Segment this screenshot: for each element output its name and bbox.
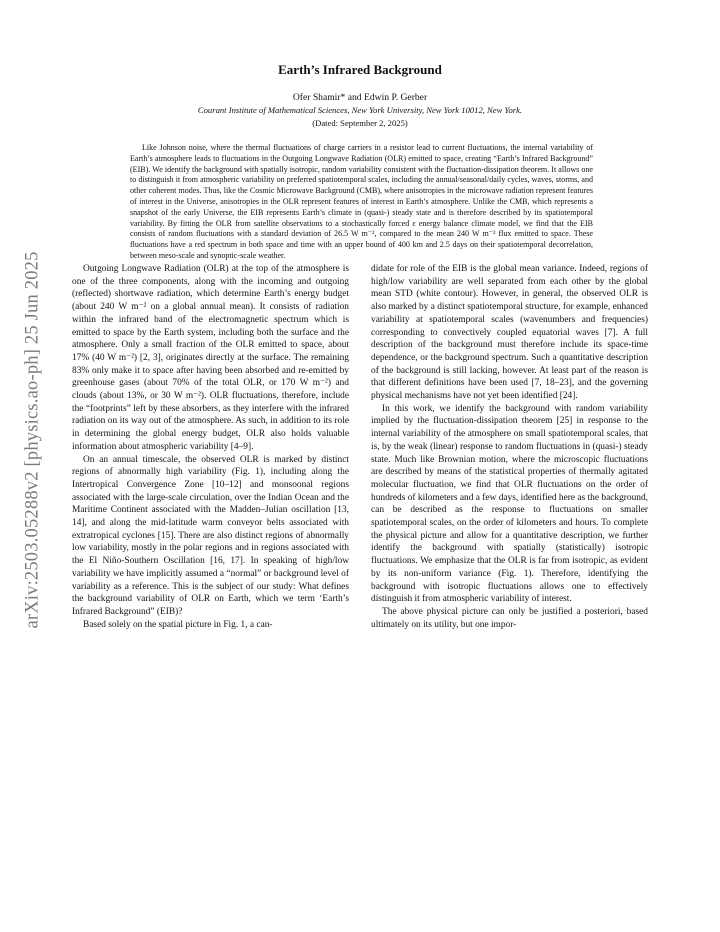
paper-abstract: Like Johnson noise, where the thermal fluctuations of charge carriers in a resistor lead to current fluctuations, the internal variability of Earth’s atmosphere leads to fluctuations in the Outgoing Longwave Radiation (OLR) emitted to space, creating “Earth’s Infrared Background” (EIB). We identify the background with spatially isotropic, random variability consistent with the fluctuation-dissipation theorem. It allows one to distinguish it from atmospheric variability on preferred spatiotemporal scales, including the annual/seasonal/daily cycles, waves, storms, and other coherent modes. Thus, like the Cosmic Microwave Background (CMB), where anisotropies in the microwave radiation represent features of interest in the Universe, anisotropies in the OLR represent features of interest in Earth’s atmosphere. Unlike the CMB, which represents a snapshot of the early Universe, the EIB represents Earth’s climate in (quasi-) steady state and is therefore described by its spatiotemporal variability. By fitting the OLR from satellite observations to a stochastically forced ε energy balance climate model, we find that the EIB consists of random fluctuations with a standard deviation of 26.5 W m⁻², compared to the mean 240 W m⁻² flux emitted to space. These fluctuations have a red spectrum in both space and time with an upper bound of 400 km and 2.5 days on their spatiotemporal decorrelation, between meso-scale and synoptic-scale weather.	[130, 143, 593, 260]
paper-date: (Dated: September 2, 2025)	[312, 118, 408, 128]
body-column-right	[371, 263, 648, 631]
body-paragraph: In this work, we identify the background with random variability implied by the fluctuation-dissipation theorem [25] in response to the internal variability of the atmosphere on small spatiotemporal scales, that is, by the weak (linear) response to random fluctuations in (quasi-) steady state. Much like Brownian motion, where the microscopic fluctuations are described by means of the statistical properties of thermally agitated molecular fluctuation, we find that OLR fluctuations on the order of hundreds of kilometers and a few days, identified here as the background, can be described as the response to fluctuations on smaller spatiotemporal scales, on the order of kilometers and hours. To complete the physical picture and allow for a quantitative description, we further identify the background with spatially (statistically) isotropic fluctuations. We emphasize that the OLR is far from isotropic, as evident by its non-uniform variance (Fig. 1). Therefore, identifying the background with isotropic fluctuations allows one to effectively distinguish it from atmospheric variability of interest.	[371, 403, 648, 605]
body-paragraph: On an annual timescale, the observed OLR is marked by distinct regions of abnormally high variability (Fig. 1), including along the Intertropical Convergence Zone [10–12] and monsoonal regions associated with the large-scale circulation, over the Indian Ocean and the Maritime Continent associated with the Madden–Julian oscillation [13, 14], and along the mid-latitude warm conveyor belts associated with extratropical cyclones [15]. There are also distinct regions of abnormally low variability, mostly in the polar regions and in regions associated with the El Niño-Southern Oscillation [16, 17]. In speaking of high/low variability we have implicitly assumed a “normal” or background level of variability as a reference. This is the subject of our study: What defines the background variability of OLR on Earth, which we term ‘Earth’s Infrared Background” (EIB)?	[72, 454, 349, 617]
body-paragraph: Outgoing Longwave Radiation (OLR) at the top of the atmosphere is one of the three components, along with the incoming and outgoing (reflected) shortwave radiation, which determine Earth’s energy budget (about 240 W m⁻² on a global annual mean). It consists of radiation within the infrared band of the electromagnetic spectrum which is emitted to space by the Earth system, including both the surface and the atmosphere. Only a small fraction of the OLR emitted to space, about 17% (40 W m⁻²) [2, 3], originates directly at the surface. The remaining 83% only make it to space after having been absorbed and re-emitted by greenhouse gases (about 70% of the total OLR, or 170 W m⁻²) and clouds (about 13%, or 30 W m⁻²). OLR fluctuations, therefore, include the “footprints” left by these absorbers, as they interfere with the infrared radiation on its way out of the atmosphere. As such, in addition to its role in determining the global energy budget, OLR also holds valuable information about atmospheric variability [4–9].	[72, 264, 349, 452]
body-paragraph: didate for role of the EIB is the global mean variance. Indeed, regions of high/low variability are well separated from each other by the global mean STD (white contour). However, in general, the observed OLR is also marked by a distinct spatiotemporal structure, for example, enhanced variability at spatiotemporal scales (wavenumbers and frequencies) corresponding to convectively coupled equatorial waves [7]. A full description of the background must therefore include its space-time dependence, or the background spectrum. Such a quantitative description of the background is still lacking, however. At least part of the reason is that different definitions have been used [7, 18–23], and the governing physical mechanisms have not yet been identified [24].	[371, 264, 648, 402]
arxiv-sidebar	[20, 230, 46, 650]
body-paragraph: The above physical picture can only be justified a posteriori, based ultimately on its utility, but one impor-	[371, 606, 648, 630]
body-column-left	[72, 263, 349, 631]
body-paragraph: Based solely on the spatial picture in Fig. 1, a can-	[83, 619, 273, 630]
paper-authors: Ofer Shamir* and Edwin P. Gerber	[292, 92, 428, 103]
arxiv-identifier: arXiv:2503.05288v2 [physics.ao-ph] 25 Jun 2025	[22, 251, 43, 629]
paper-affiliation: Courant Institute of Mathematical Sciences, New York University, New York 10012, New York.	[197, 105, 523, 115]
paper-title: Earth’s Infrared Background	[278, 62, 442, 77]
